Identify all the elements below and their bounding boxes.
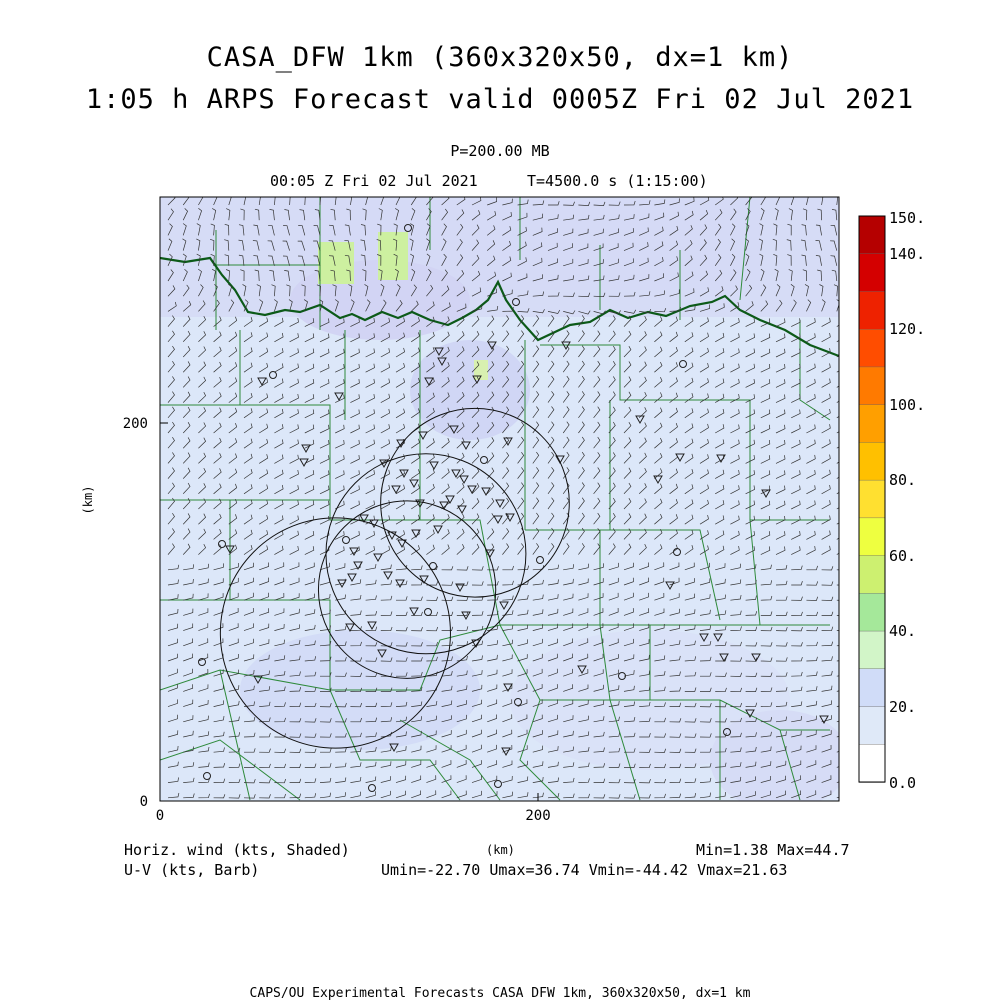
vector-label: U-V (kts, Barb) [124, 861, 260, 879]
time-step: T=4500.0 s (1:15:00) [527, 172, 708, 190]
color-bar-segment [859, 669, 885, 707]
y-tick-0: 0 [139, 794, 148, 810]
x-tick-200: 200 [525, 808, 551, 824]
cb-label-120: 120. [889, 320, 926, 338]
color-bar-segment [859, 442, 885, 480]
color-bar-segment [859, 291, 885, 329]
y-axis-label: (km) [81, 485, 95, 515]
wind-shading [160, 197, 850, 810]
field-label: Horiz. wind (kts, Shaded) [124, 841, 350, 859]
color-bar-segment [859, 556, 885, 594]
color-bar-segment [859, 480, 885, 518]
color-bar-segment [859, 744, 885, 782]
color-bar-segment [859, 329, 885, 367]
cb-label-80: 80. [889, 471, 917, 489]
y-tick-200: 200 [122, 416, 148, 432]
valid-time: 00:05 Z Fri 02 Jul 2021 [270, 172, 478, 190]
uv-range: Umin=-22.70 Umax=36.74 Vmin=-44.42 Vmax=21.63 [381, 861, 788, 879]
color-bar [859, 216, 885, 783]
cb-label-0: 0.0 [889, 774, 917, 792]
x-axis-label: (km) [486, 843, 515, 857]
min-max-values: Min=1.38 Max=44.7 [696, 841, 850, 859]
color-bar-segment [859, 707, 885, 745]
color-bar-segment [859, 593, 885, 631]
color-bar-segment [859, 367, 885, 405]
color-bar-segment [859, 631, 885, 669]
cb-label-100: 100. [889, 396, 926, 414]
cb-label-140: 140. [889, 245, 926, 263]
title-line-2: 1:05 h ARPS Forecast valid 0005Z Fri 02 Jul 2021 [85, 84, 915, 115]
cb-label-60: 60. [889, 547, 917, 565]
credit-line: CAPS/OU Experimental Forecasts CASA DFW 1km, 360x320x50, dx=1 km [249, 986, 751, 1001]
color-bar-segment [859, 216, 885, 254]
cb-label-40: 40. [889, 622, 917, 640]
color-bar-segment [859, 254, 885, 292]
x-tick-0: 0 [155, 808, 165, 824]
color-bar-labels [889, 209, 925, 792]
cb-label-20: 20. [889, 698, 917, 716]
shade-patch-2 [378, 232, 408, 280]
color-bar-segment [859, 518, 885, 556]
color-bar-segment [859, 405, 885, 443]
shade-patch-1 [318, 242, 354, 284]
pressure-level: P=200.00 MB [450, 142, 550, 160]
title-line-1: CASA_DFW 1km (360x320x50, dx=1 km) [206, 42, 794, 73]
cb-label-150: 150. [889, 209, 926, 227]
